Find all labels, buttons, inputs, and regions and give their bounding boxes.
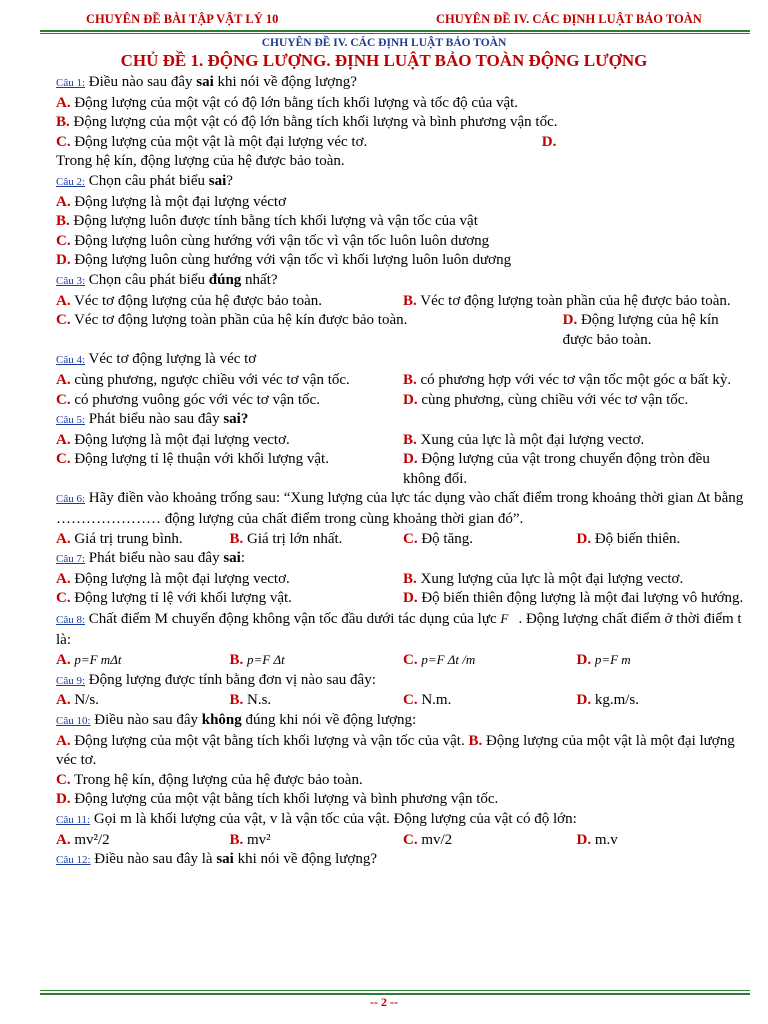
header-divider-thin xyxy=(40,33,750,34)
option-8d: D. p=F m xyxy=(576,652,631,669)
question-9: Câu 9: Động lượng được tính bằng đơn vị nào sau đây: xyxy=(56,671,376,688)
question-list xyxy=(56,73,750,871)
question-2: Câu 2: Chọn câu phát biểu sai? xyxy=(56,172,233,189)
option-11b: B. mv² xyxy=(229,831,271,848)
question-1: Câu 1: Điều nào sau đây sai khi nói về động lượng? xyxy=(56,74,357,90)
option-6a: A. Giá trị trung bình. xyxy=(56,530,183,547)
option-3a: A. Véc tơ động lượng của hệ được bảo toàn. xyxy=(56,292,322,309)
question-4: Câu 4: Véc tơ động lượng là véc tơ xyxy=(56,351,257,368)
option-1d-text: Trong hệ kín, động lượng của hệ được bảo toàn. xyxy=(56,153,345,170)
header-left: CHUYÊN ĐỀ BÀI TẬP VẬT LÝ 10 xyxy=(86,12,279,26)
option-9d: D. kg.m/s. xyxy=(576,692,640,709)
question-3: Câu 3: Chọn câu phát biểu đúng nhất? xyxy=(56,271,278,288)
option-7d: D. Độ biến thiên động lượng là một đai lượng vô hướng. xyxy=(403,590,744,607)
option-1a: A. Động lượng của một vật có độ lớn bằng tích khối lượng và tốc độ của vật. xyxy=(56,94,519,111)
option-3d: D. Động lượng của hệ kín được bảo toàn. xyxy=(562,312,719,348)
option-2a: A. Động lượng là một đại lượng véctơ xyxy=(56,193,287,210)
option-1d: D. xyxy=(541,133,557,150)
question-10: Câu 10: Điều nào sau đây không đúng khi nói về động lượng: xyxy=(56,712,417,728)
option-1b: B. Động lượng của một vật có độ lớn bằng tích khối lượng và bình phương vận tốc. xyxy=(56,114,558,131)
force-vector-symbol: F⃗ xyxy=(500,611,519,627)
question-11: Câu 11: Gọi m là khối lượng của vật, v là vận tốc của vật. Động lượng của vật có độ lớn: xyxy=(56,810,577,827)
option-9b: B. N.s. xyxy=(229,692,272,709)
question-8: Câu 8: Chất điểm M chuyển động không vận tốc đầu dưới tác dụng của lực F⃗. Động lượng chất điểm ở thời điểm t là: xyxy=(56,611,742,648)
option-11d: D. m.v xyxy=(576,831,618,848)
option-5d: D. Động lượng của vật trong chuyển động tròn đều không đổi. xyxy=(403,451,710,487)
option-6b: B. Giá trị lớn nhất. xyxy=(229,530,343,547)
option-11a: A. mv²/2 xyxy=(56,831,110,848)
option-3c: C. Véc tơ động lượng toàn phần của hệ kín được bảo toàn. xyxy=(56,312,408,329)
option-9a: A. N/s. xyxy=(56,692,99,709)
option-2b: B. Động lượng luôn được tính bằng tích khối lượng và vận tốc của vật xyxy=(56,213,478,230)
option-5a: A. Động lượng là một đại lượng vectơ. xyxy=(56,431,290,448)
question-7: Câu 7: Phát biểu nào sau đây sai: xyxy=(56,550,246,567)
option-8c: C. p=F Δt /m xyxy=(403,652,476,669)
question-6: Câu 6: Hãy điền vào khoảng trống sau: “Xung lượng của lực tác dụng vào chất điểm trong khoảng thời gian ∆t bằng ………………… động lượng của chất điểm trong cùng khoảng thời gian đó”. xyxy=(56,490,744,528)
option-4c: C. có phương vuông góc với véc tơ vận tốc. xyxy=(56,391,320,408)
option-6c: C. Độ tăng. xyxy=(403,530,474,547)
option-8b: B. p=F Δt xyxy=(229,652,285,669)
option-4d: D. cùng phương, cùng chiều với véc tơ vận tốc. xyxy=(403,391,689,408)
question-5: Câu 5: Phát biểu nào sau đây sai? xyxy=(56,411,249,428)
section-subtitle: CHUYÊN ĐỀ IV. CÁC ĐỊNH LUẬT BẢO TOÀN xyxy=(261,37,507,49)
option-4b: B. có phương hợp với véc tơ vận tốc một góc α bất kỳ. xyxy=(403,371,732,388)
option-5c: C. Động lượng tỉ lệ thuận với khối lượng vật. xyxy=(56,451,329,468)
option-11c: C. mv/2 xyxy=(403,831,453,848)
option-2d: D. Động lượng luôn cùng hướng với vận tốc vì khối lượng luôn luôn dương xyxy=(56,252,512,269)
option-10c: C. Trong hệ kín, động lượng của hệ được bảo toàn. xyxy=(56,771,363,788)
section-title: CHỦ ĐỀ 1. ĐỘNG LƯỢNG. ĐỊNH LUẬT BẢO TOÀN ĐỘNG LƯỢNG xyxy=(120,51,648,70)
option-6d: D. Độ biến thiên. xyxy=(576,530,681,547)
header-divider xyxy=(40,30,750,32)
header-right: CHUYÊN ĐỀ IV. CÁC ĐỊNH LUẬT BẢO TOÀN xyxy=(436,12,702,26)
option-5b: B. Xung của lực là một đại lượng vectơ. xyxy=(403,431,645,448)
option-1c: C. Động lượng của một vật là một đại lượng véc tơ. xyxy=(56,133,368,150)
option-9c: C. N.m. xyxy=(403,692,452,709)
page-number: -- 2 -- xyxy=(370,995,398,1009)
option-10a: A. Động lượng của một vật bằng tích khối lượng và vận tốc của vật. B. Động lượng của một vật là một đại lượng véc tơ. xyxy=(56,732,735,769)
option-8a: A. p=F mΔt xyxy=(56,652,122,669)
question-12: Câu 12: Điều nào sau đây là sai khi nói về động lượng? xyxy=(56,851,377,868)
option-4a: A. cùng phương, ngược chiều với véc tơ vận tốc. xyxy=(56,371,350,388)
option-7c: C. Động lượng tỉ lệ với khối lượng vật. xyxy=(56,590,292,607)
option-3b: B. Véc tơ động lượng toàn phần của hệ được bảo toàn. xyxy=(403,292,731,309)
option-2c: C. Động lượng luôn cùng hướng với vận tốc vì vận tốc luôn luôn dương xyxy=(56,232,490,249)
option-10d: D. Động lượng của một vật bằng tích khối lượng và bình phương vận tốc. xyxy=(56,791,499,808)
option-7a: A. Động lượng là một đại lượng vectơ. xyxy=(56,570,290,587)
option-7b: B. Xung lượng của lực là một đại lượng vectơ. xyxy=(403,570,684,587)
footer-divider xyxy=(40,990,750,991)
